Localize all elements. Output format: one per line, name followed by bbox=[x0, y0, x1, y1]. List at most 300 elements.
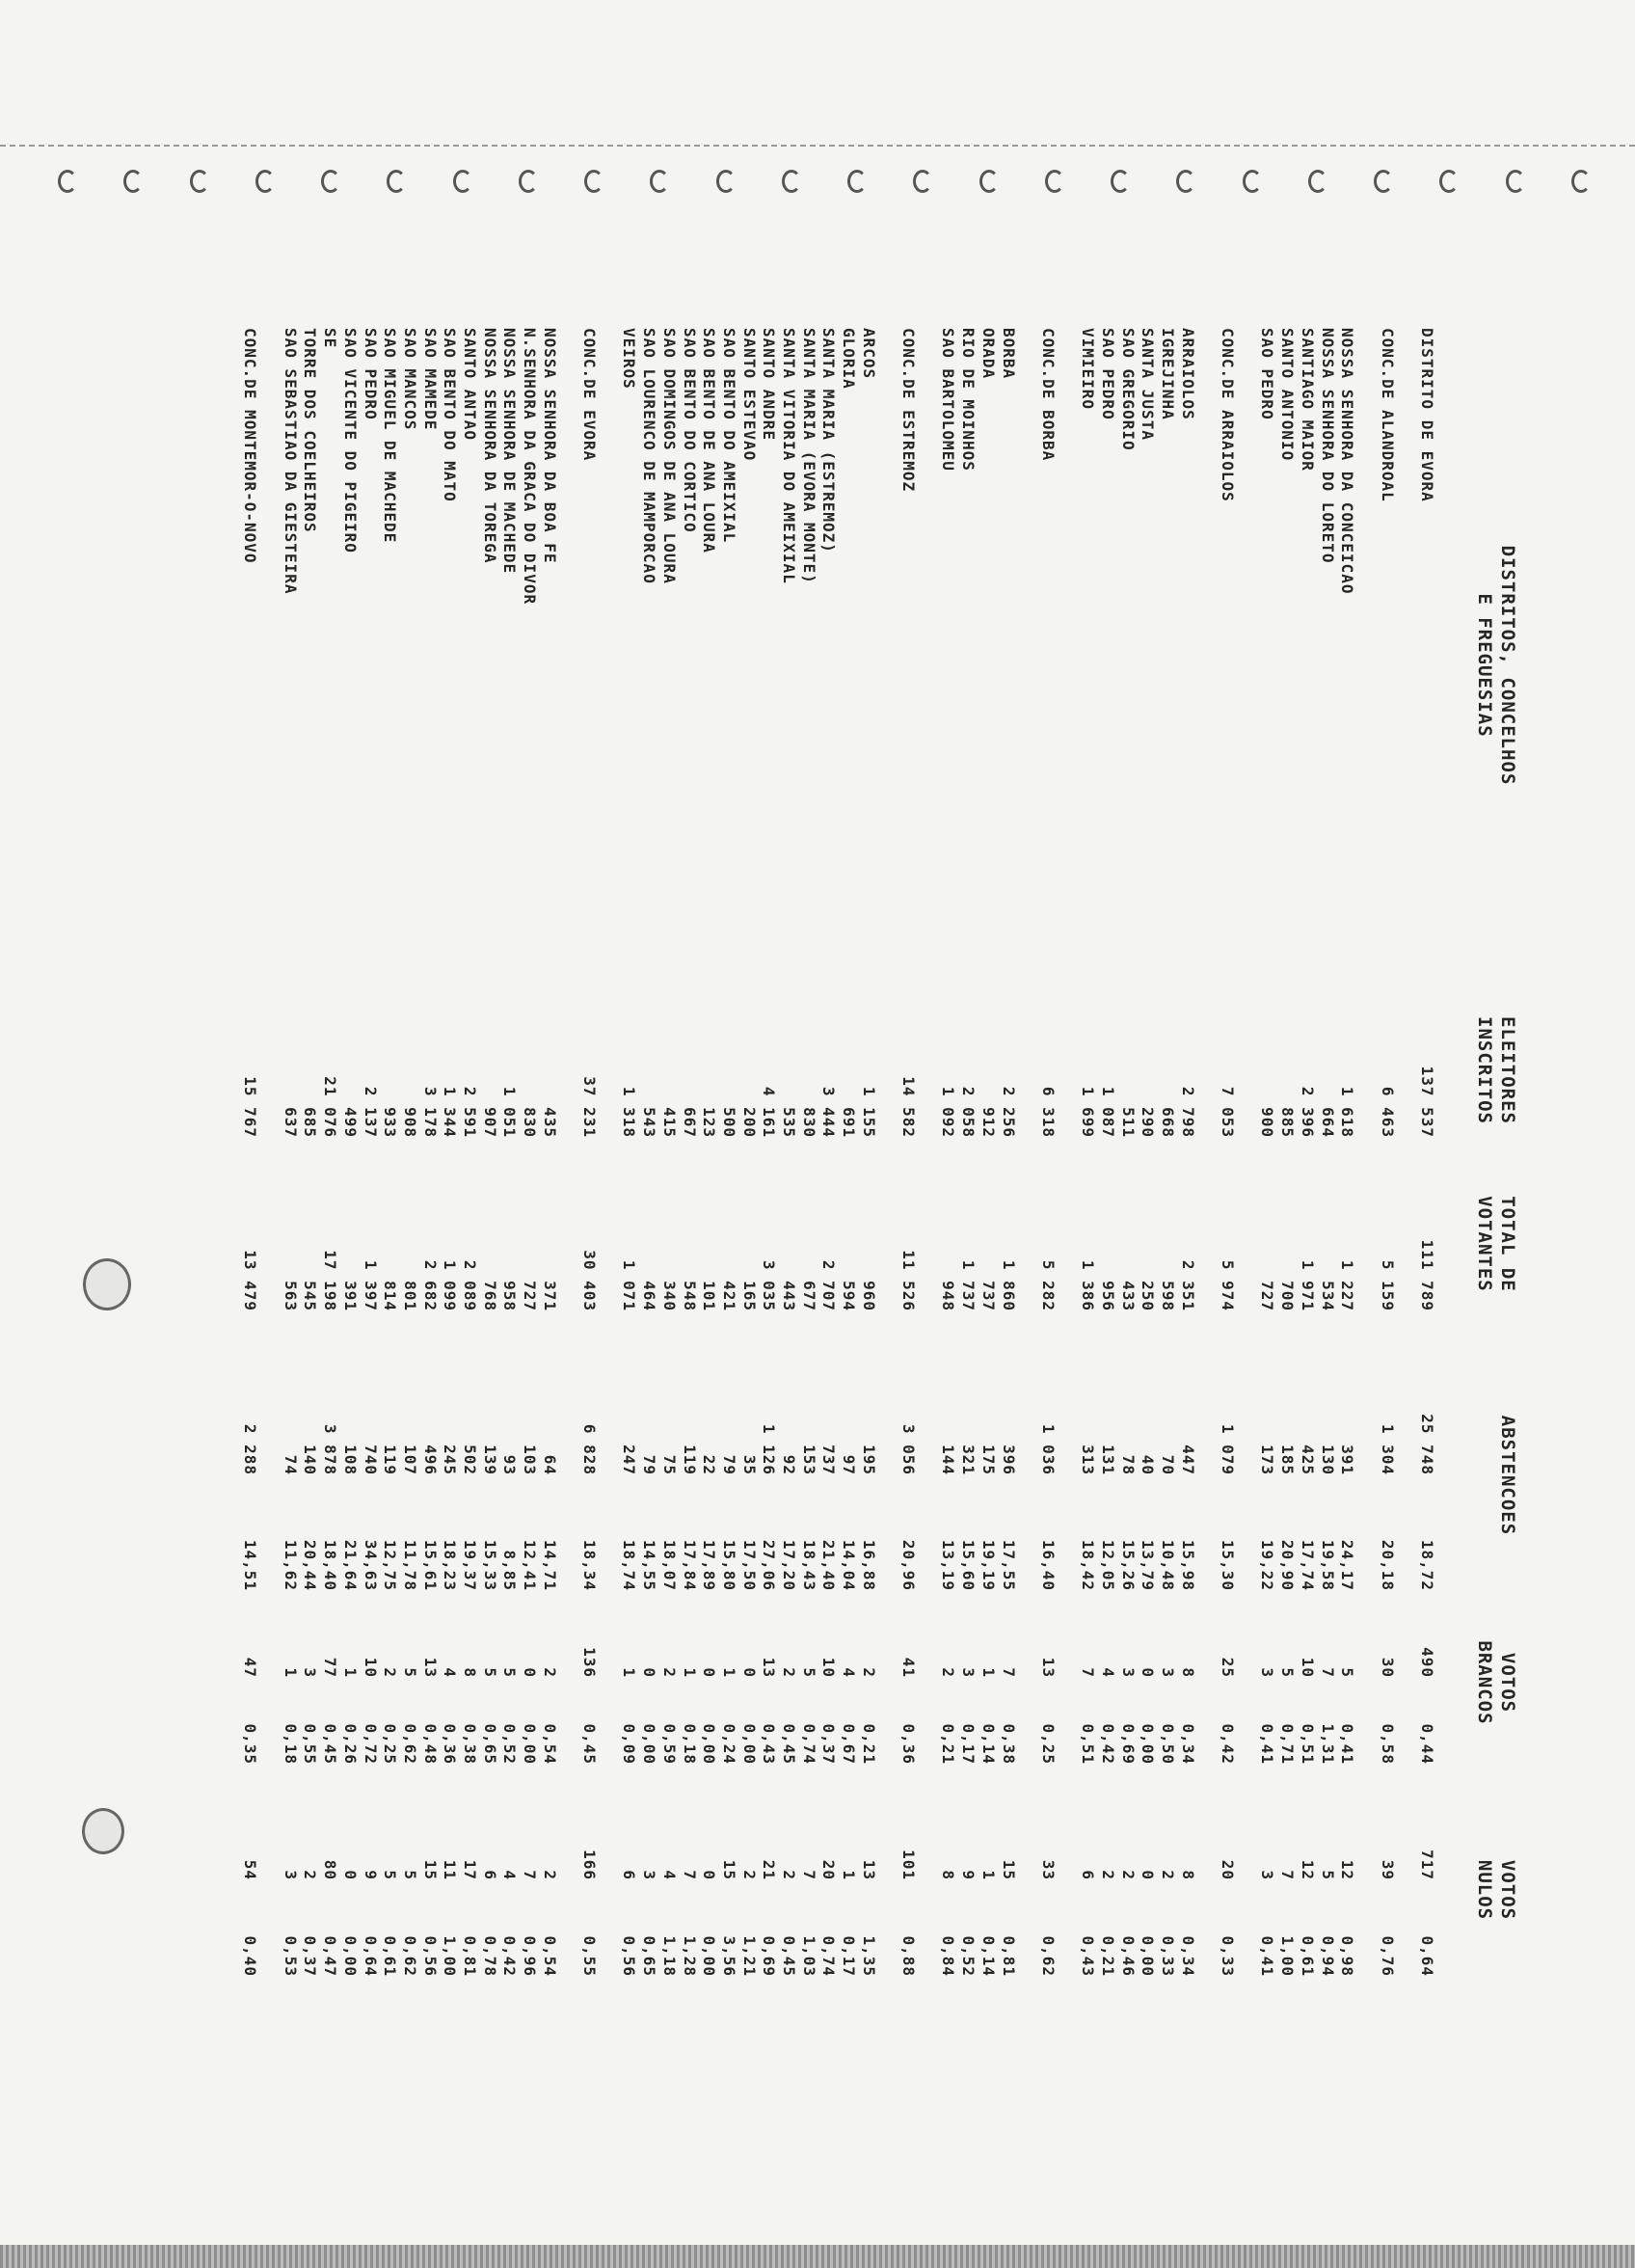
cell-name: SANTO ANDRE bbox=[760, 328, 779, 441]
cell-votantes: 340 bbox=[659, 1281, 679, 1311]
cell-nulos: 0 bbox=[700, 1870, 719, 1880]
feed-hole bbox=[1176, 170, 1195, 193]
cell-eleitores: 1 318 bbox=[620, 1086, 639, 1138]
cell-name: GLORIA bbox=[840, 328, 859, 390]
cell-eleitores: 435 bbox=[540, 1107, 559, 1138]
cell-nulos-pct: 0,46 bbox=[1118, 1935, 1138, 1977]
cell-nulos-pct: 0,81 bbox=[999, 1935, 1018, 1977]
table-row bbox=[1416, 318, 1436, 2102]
header-votantes: TOTAL DE VOTANTES bbox=[1474, 1196, 1518, 1292]
cell-nulos-pct: 0,14 bbox=[978, 1935, 998, 1977]
cell-eleitores: 2 058 bbox=[959, 1086, 978, 1138]
table-row bbox=[1337, 318, 1357, 2102]
cell-abstencoes: 25 748 bbox=[1418, 1414, 1436, 1475]
cell-nulos: 15 bbox=[999, 1859, 1018, 1880]
table-row bbox=[339, 318, 360, 2102]
cell-abstencoes-pct: 14,55 bbox=[640, 1539, 659, 1591]
feed-hole bbox=[1506, 170, 1525, 193]
cell-nulos-pct: 0,96 bbox=[521, 1935, 540, 1977]
cell-name: SANTA JUSTA bbox=[1139, 328, 1158, 441]
feed-hole bbox=[1571, 170, 1591, 193]
cell-abstencoes-pct: 18,23 bbox=[441, 1539, 460, 1591]
feed-hole bbox=[979, 170, 999, 193]
table-row bbox=[519, 318, 539, 2102]
cell-abstencoes: 740 bbox=[361, 1444, 380, 1475]
cell-brancos: 10 bbox=[1298, 1657, 1317, 1678]
feed-hole bbox=[321, 170, 340, 193]
cell-brancos-pct: 0,21 bbox=[939, 1723, 958, 1765]
cell-abstencoes: 1 126 bbox=[760, 1423, 779, 1475]
cell-nulos-pct: 0,33 bbox=[1219, 1935, 1238, 1977]
cell-nulos-pct: 0,56 bbox=[420, 1935, 440, 1977]
cell-nulos-pct: 0,21 bbox=[1099, 1935, 1117, 1977]
cell-abstencoes: 130 bbox=[1318, 1444, 1337, 1475]
table-body bbox=[240, 318, 1436, 2102]
results-table bbox=[87, 318, 1533, 2102]
cell-nulos: 33 bbox=[1038, 1859, 1058, 1880]
cell-abstencoes-pct: 18,74 bbox=[620, 1539, 639, 1591]
cell-abstencoes-pct: 21,40 bbox=[819, 1539, 839, 1591]
cell-abstencoes-pct: 24,17 bbox=[1338, 1539, 1357, 1591]
cell-abstencoes-pct: 20,96 bbox=[899, 1539, 919, 1591]
cell-abstencoes: 64 bbox=[540, 1454, 559, 1475]
cell-brancos-pct: 0,71 bbox=[1278, 1723, 1298, 1765]
header-nulos: VOTOS NULOS bbox=[1474, 1859, 1518, 1921]
cell-votantes: 17 198 bbox=[321, 1250, 340, 1311]
cell-abstencoes-pct: 15,80 bbox=[719, 1539, 738, 1591]
cell-name: SAO LOURENCO DE MAMPORCAO bbox=[640, 328, 659, 584]
cell-nulos: 5 bbox=[1318, 1870, 1337, 1880]
table-row bbox=[1377, 318, 1397, 2102]
cell-abstencoes: 92 bbox=[780, 1454, 798, 1475]
cell-nulos: 2 bbox=[1118, 1870, 1138, 1880]
cell-brancos-pct: 0,67 bbox=[840, 1723, 859, 1765]
cell-nulos: 4 bbox=[659, 1870, 679, 1880]
cell-eleitores: 933 bbox=[381, 1107, 400, 1138]
cell-eleitores: 668 bbox=[1159, 1107, 1178, 1138]
cell-eleitores: 908 bbox=[400, 1107, 419, 1138]
cell-name: SAO BARTOLOMEU bbox=[939, 328, 958, 472]
cell-nulos: 15 bbox=[719, 1859, 738, 1880]
cell-eleitores: 6 318 bbox=[1038, 1086, 1058, 1138]
cell-eleitores: 4 161 bbox=[760, 1086, 779, 1138]
cell-nulos: 8 bbox=[1178, 1870, 1197, 1880]
cell-eleitores: 14 582 bbox=[899, 1076, 919, 1138]
cell-votantes: 545 bbox=[301, 1281, 320, 1311]
cell-name: CONC.DE ARRAIOLOS bbox=[1219, 328, 1238, 502]
cell-abstencoes: 175 bbox=[978, 1444, 998, 1475]
cell-nulos: 7 bbox=[680, 1870, 699, 1880]
cell-abstencoes: 195 bbox=[859, 1444, 878, 1475]
cell-eleitores: 500 bbox=[719, 1107, 738, 1138]
cell-votantes: 563 bbox=[281, 1281, 300, 1311]
cell-abstencoes: 1 304 bbox=[1378, 1423, 1397, 1475]
cell-eleitores: 499 bbox=[340, 1107, 360, 1138]
cell-nulos: 6 bbox=[480, 1870, 499, 1880]
cell-eleitores: 200 bbox=[739, 1107, 759, 1138]
cell-nulos: 5 bbox=[381, 1870, 400, 1880]
cell-eleitores: 2 798 bbox=[1178, 1086, 1197, 1138]
cell-brancos: 0 bbox=[700, 1667, 719, 1678]
cell-abstencoes: 70 bbox=[1159, 1454, 1178, 1475]
cell-name: ARCOS bbox=[859, 328, 878, 380]
cell-brancos: 5 bbox=[1278, 1667, 1298, 1678]
cell-eleitores: 123 bbox=[700, 1107, 719, 1138]
cell-abstencoes: 35 bbox=[739, 1454, 759, 1475]
cell-nulos-pct: 1,21 bbox=[739, 1935, 759, 1977]
cell-eleitores: 685 bbox=[301, 1107, 320, 1138]
cell-abstencoes: 108 bbox=[340, 1444, 360, 1475]
cell-name: SE bbox=[321, 328, 340, 349]
cell-abstencoes-pct: 17,84 bbox=[680, 1539, 699, 1591]
cell-nulos: 9 bbox=[959, 1870, 978, 1880]
cell-nulos-pct: 0,34 bbox=[1178, 1935, 1197, 1977]
cell-abstencoes: 74 bbox=[281, 1454, 300, 1475]
cell-eleitores: 2 591 bbox=[461, 1086, 479, 1138]
cell-brancos-pct: 0,00 bbox=[521, 1723, 540, 1765]
cell-votantes: 433 bbox=[1118, 1281, 1138, 1311]
feed-hole bbox=[913, 170, 932, 193]
cell-name: VEIROS bbox=[620, 328, 639, 390]
row-spacer bbox=[918, 318, 938, 2102]
cell-nulos: 166 bbox=[580, 1850, 600, 1880]
table-row bbox=[1177, 318, 1197, 2102]
cell-brancos: 8 bbox=[1178, 1667, 1197, 1678]
cell-votantes: 594 bbox=[840, 1281, 859, 1311]
table-row bbox=[499, 318, 520, 2102]
table-row bbox=[1037, 318, 1058, 2102]
cell-abstencoes-pct: 19,58 bbox=[1318, 1539, 1337, 1591]
cell-abstencoes: 313 bbox=[1079, 1444, 1098, 1475]
cell-brancos-pct: 0,48 bbox=[420, 1723, 440, 1765]
cell-nulos-pct: 0,37 bbox=[301, 1935, 320, 1977]
cell-nulos: 17 bbox=[461, 1859, 479, 1880]
cell-nulos-pct: 0,33 bbox=[1159, 1935, 1178, 1977]
cell-name: CONC.DE EVORA bbox=[580, 328, 600, 462]
cell-eleitores: 1 155 bbox=[859, 1086, 878, 1138]
cell-votantes: 1 386 bbox=[1079, 1259, 1098, 1311]
cell-abstencoes-pct: 16,88 bbox=[859, 1539, 878, 1591]
cell-votantes: 13 479 bbox=[241, 1250, 260, 1311]
table-row bbox=[679, 318, 699, 2102]
table-row bbox=[619, 318, 639, 2102]
cell-eleitores: 415 bbox=[659, 1107, 679, 1138]
cell-abstencoes: 6 828 bbox=[580, 1423, 600, 1475]
cell-abstencoes: 131 bbox=[1099, 1444, 1117, 1475]
cell-abstencoes-pct: 12,41 bbox=[521, 1539, 540, 1591]
cell-name: SAO VICENTE DO PIGEIRO bbox=[340, 328, 360, 554]
cell-brancos-pct: 0,21 bbox=[859, 1723, 878, 1765]
cell-nulos-pct: 0,42 bbox=[500, 1935, 520, 1977]
table-row bbox=[718, 318, 738, 2102]
cell-abstencoes: 119 bbox=[381, 1444, 400, 1475]
table-row bbox=[898, 318, 918, 2102]
cell-eleitores: 664 bbox=[1318, 1107, 1337, 1138]
cell-abstencoes-pct: 19,37 bbox=[461, 1539, 479, 1591]
table-row bbox=[1097, 318, 1117, 2102]
cell-abstencoes: 78 bbox=[1118, 1454, 1138, 1475]
cell-brancos: 1 bbox=[680, 1667, 699, 1678]
cell-abstencoes: 3 056 bbox=[899, 1423, 919, 1475]
cell-brancos-pct: 0,42 bbox=[1219, 1723, 1238, 1765]
header-brancos: VOTOS BRANCOS bbox=[1474, 1640, 1518, 1725]
table-row bbox=[1297, 318, 1317, 2102]
cell-abstencoes-pct: 20,18 bbox=[1378, 1539, 1397, 1591]
cell-name: CONC.DE BORBA bbox=[1038, 328, 1058, 462]
cell-abstencoes-pct: 16,40 bbox=[1038, 1539, 1058, 1591]
cell-votantes: 1 099 bbox=[441, 1259, 460, 1311]
cell-abstencoes: 97 bbox=[840, 1454, 859, 1475]
cell-brancos: 1 bbox=[620, 1667, 639, 1678]
table-row bbox=[419, 318, 440, 2102]
cell-eleitores: 1 051 bbox=[500, 1086, 520, 1138]
cell-votantes: 2 089 bbox=[461, 1259, 479, 1311]
table-row bbox=[1277, 318, 1298, 2102]
cell-eleitores: 900 bbox=[1258, 1107, 1277, 1138]
feed-hole bbox=[650, 170, 669, 193]
feed-hole bbox=[1045, 170, 1064, 193]
row-spacer bbox=[559, 318, 579, 2102]
cell-name: ORADA bbox=[978, 328, 998, 380]
table-row bbox=[1317, 318, 1337, 2102]
table-row bbox=[738, 318, 759, 2102]
cell-nulos-pct: 0,76 bbox=[1378, 1935, 1397, 1977]
feed-hole bbox=[782, 170, 801, 193]
cell-nulos-pct: 3,56 bbox=[719, 1935, 738, 1977]
cell-nulos-pct: 0,74 bbox=[819, 1935, 839, 1977]
cell-nulos: 9 bbox=[361, 1870, 380, 1880]
cell-abstencoes-pct: 15,26 bbox=[1118, 1539, 1138, 1591]
cell-nulos-pct: 0,40 bbox=[241, 1935, 260, 1977]
cell-abstencoes: 737 bbox=[819, 1444, 839, 1475]
cell-abstencoes-pct: 12,75 bbox=[381, 1539, 400, 1591]
cell-brancos-pct: 0,14 bbox=[978, 1723, 998, 1765]
cell-brancos: 7 bbox=[1079, 1667, 1098, 1678]
feed-hole bbox=[1243, 170, 1262, 193]
cell-eleitores: 1 092 bbox=[939, 1086, 958, 1138]
cell-nulos: 2 bbox=[1099, 1870, 1117, 1880]
cell-abstencoes: 1 036 bbox=[1038, 1423, 1058, 1475]
cell-nulos-pct: 0,62 bbox=[1038, 1935, 1058, 1977]
cell-abstencoes-pct: 17,55 bbox=[999, 1539, 1018, 1591]
cell-brancos-pct: 0,43 bbox=[760, 1723, 779, 1765]
cell-votantes: 1 971 bbox=[1298, 1259, 1317, 1311]
cell-brancos: 4 bbox=[840, 1667, 859, 1678]
cell-eleitores: 535 bbox=[780, 1107, 798, 1138]
cell-votantes: 768 bbox=[480, 1281, 499, 1311]
cell-votantes: 548 bbox=[680, 1281, 699, 1311]
table-row bbox=[240, 318, 260, 2102]
cell-brancos: 4 bbox=[441, 1667, 460, 1678]
cell-abstencoes-pct: 17,50 bbox=[739, 1539, 759, 1591]
cell-abstencoes-pct: 15,33 bbox=[480, 1539, 499, 1591]
cell-votantes: 2 682 bbox=[420, 1259, 440, 1311]
cell-votantes: 3 035 bbox=[760, 1259, 779, 1311]
cell-nulos-pct: 0,45 bbox=[780, 1935, 798, 1977]
cell-votantes: 5 159 bbox=[1378, 1259, 1397, 1311]
cell-name: SAO PEDRO bbox=[361, 328, 380, 420]
cell-nulos: 20 bbox=[819, 1859, 839, 1880]
row-spacer bbox=[1237, 318, 1257, 2102]
cell-brancos: 7 bbox=[999, 1667, 1018, 1678]
cell-votantes: 700 bbox=[1278, 1281, 1298, 1311]
cell-name: SAO MIGUEL DE MACHEDE bbox=[381, 328, 400, 544]
cell-brancos: 5 bbox=[500, 1667, 520, 1678]
cell-name: IGREJINHA bbox=[1159, 328, 1178, 420]
cell-abstencoes: 425 bbox=[1298, 1444, 1317, 1475]
header-name: DISTRITOS, CONCELHOS E FREGUESIAS bbox=[1474, 545, 1518, 786]
cell-brancos: 0 bbox=[1139, 1667, 1158, 1678]
row-spacer bbox=[1058, 318, 1078, 2102]
cell-abstencoes: 79 bbox=[719, 1454, 738, 1475]
cell-eleitores: 1 087 bbox=[1099, 1086, 1117, 1138]
cell-votantes: 165 bbox=[739, 1281, 759, 1311]
cell-votantes: 958 bbox=[500, 1281, 520, 1311]
cell-abstencoes-pct: 17,20 bbox=[780, 1539, 798, 1591]
cell-brancos: 10 bbox=[819, 1657, 839, 1678]
cell-brancos-pct: 0,62 bbox=[400, 1723, 419, 1765]
cell-abstencoes-pct: 15,30 bbox=[1219, 1539, 1238, 1591]
cell-votantes: 1 397 bbox=[361, 1259, 380, 1311]
table-row bbox=[818, 318, 839, 2102]
cell-name: SAO BENTO DO MATO bbox=[441, 328, 460, 502]
feed-hole bbox=[58, 170, 77, 193]
cell-abstencoes: 391 bbox=[1338, 1444, 1357, 1475]
cell-votantes: 2 351 bbox=[1178, 1259, 1197, 1311]
cell-votantes: 677 bbox=[799, 1281, 818, 1311]
cell-abstencoes: 107 bbox=[400, 1444, 419, 1475]
feed-hole bbox=[519, 170, 538, 193]
row-spacer bbox=[1197, 318, 1218, 2102]
cell-abstencoes-pct: 27,06 bbox=[760, 1539, 779, 1591]
cell-brancos: 47 bbox=[241, 1657, 260, 1678]
cell-name: CONC.DE MONTEMOR-O-NOVO bbox=[241, 328, 260, 564]
cell-nulos: 7 bbox=[521, 1870, 540, 1880]
table-row bbox=[479, 318, 499, 2102]
cell-abstencoes: 173 bbox=[1258, 1444, 1277, 1475]
cell-eleitores: 3 178 bbox=[420, 1086, 440, 1138]
cell-nulos: 39 bbox=[1378, 1859, 1397, 1880]
cell-name: SANTO ESTEVAO bbox=[739, 328, 759, 462]
cell-name: NOSSA SENHORA DA TOREGA bbox=[480, 328, 499, 564]
cell-brancos: 2 bbox=[939, 1667, 958, 1678]
cell-brancos: 30 bbox=[1378, 1657, 1397, 1678]
cell-brancos: 1 bbox=[719, 1667, 738, 1678]
cell-brancos-pct: 0,17 bbox=[959, 1723, 978, 1765]
cell-brancos-pct: 0,74 bbox=[799, 1723, 818, 1765]
cell-brancos: 1 bbox=[978, 1667, 998, 1678]
cell-brancos: 0 bbox=[739, 1667, 759, 1678]
cell-votantes: 960 bbox=[859, 1281, 878, 1311]
cell-name: NOSSA SENHORA DO LORETO bbox=[1318, 328, 1337, 564]
cell-name: VIMIEIRO bbox=[1079, 328, 1098, 411]
table-row bbox=[300, 318, 320, 2102]
cell-eleitores: 15 767 bbox=[241, 1076, 260, 1138]
table-row bbox=[320, 318, 340, 2102]
cell-votantes: 2 707 bbox=[819, 1259, 839, 1311]
cell-nulos-pct: 1,18 bbox=[659, 1935, 679, 1977]
cell-nulos-pct: 0,00 bbox=[1139, 1935, 1158, 1977]
cell-abstencoes-pct: 17,74 bbox=[1298, 1539, 1317, 1591]
cell-eleitores: 1 618 bbox=[1338, 1086, 1357, 1138]
cell-nulos: 2 bbox=[540, 1870, 559, 1880]
cell-eleitores: 21 076 bbox=[321, 1076, 340, 1138]
cell-abstencoes: 496 bbox=[420, 1444, 440, 1475]
table-row bbox=[578, 318, 599, 2102]
cell-nulos-pct: 0,64 bbox=[361, 1935, 380, 1977]
feed-hole bbox=[1374, 170, 1393, 193]
cell-brancos: 3 bbox=[301, 1667, 320, 1678]
cell-votantes: 801 bbox=[400, 1281, 419, 1311]
cell-name: SAO PEDRO bbox=[1099, 328, 1117, 420]
cell-nulos: 0 bbox=[1139, 1870, 1158, 1880]
cell-nulos: 54 bbox=[241, 1859, 260, 1880]
cell-abstencoes: 185 bbox=[1278, 1444, 1298, 1475]
cell-brancos-pct: 0,00 bbox=[640, 1723, 659, 1765]
cell-brancos: 5 bbox=[799, 1667, 818, 1678]
cell-name: BORBA bbox=[999, 328, 1018, 380]
table-row bbox=[938, 318, 958, 2102]
cell-name: RIO DE MOINHOS bbox=[959, 328, 978, 472]
cell-nulos-pct: 0,61 bbox=[1298, 1935, 1317, 1977]
cell-votantes: 443 bbox=[780, 1281, 798, 1311]
cell-eleitores: 2 137 bbox=[361, 1086, 380, 1138]
cell-eleitores: 637 bbox=[281, 1107, 300, 1138]
cell-brancos: 2 bbox=[780, 1667, 798, 1678]
cell-abstencoes: 103 bbox=[521, 1444, 540, 1475]
cell-nulos-pct: 0,54 bbox=[540, 1935, 559, 1977]
row-spacer bbox=[259, 318, 280, 2102]
cell-nulos-pct: 1,28 bbox=[680, 1935, 699, 1977]
cell-abstencoes: 447 bbox=[1178, 1444, 1197, 1475]
cell-votantes: 421 bbox=[719, 1281, 738, 1311]
cell-nulos-pct: 1,00 bbox=[1278, 1935, 1298, 1977]
table-row bbox=[380, 318, 400, 2102]
cell-brancos: 5 bbox=[1338, 1667, 1357, 1678]
cell-name: SAO MAMEDE bbox=[420, 328, 440, 431]
cell-name: N.SENHORA DA GRACA DO DIVOR bbox=[521, 328, 540, 606]
cell-name: NOSSA SENHORA DE MACHEDE bbox=[500, 328, 520, 575]
cell-name: NOSSA SENHORA DA BOA FE bbox=[540, 328, 559, 564]
cell-votantes: 1 227 bbox=[1338, 1259, 1357, 1311]
table-header bbox=[1427, 318, 1533, 2102]
scan-edge bbox=[0, 2245, 1635, 2268]
cell-votantes: 5 974 bbox=[1219, 1259, 1238, 1311]
cell-nulos: 11 bbox=[441, 1859, 460, 1880]
cell-nulos-pct: 0,52 bbox=[959, 1935, 978, 1977]
cell-name: SANTO ANTONIO bbox=[1278, 328, 1298, 462]
cell-brancos-pct: 0,34 bbox=[1178, 1723, 1197, 1765]
cell-brancos: 4 bbox=[1099, 1667, 1117, 1678]
cell-nulos-pct: 0,84 bbox=[939, 1935, 958, 1977]
cell-abstencoes-pct: 18,43 bbox=[799, 1539, 818, 1591]
cell-nulos: 6 bbox=[1079, 1870, 1098, 1880]
cell-brancos: 13 bbox=[760, 1657, 779, 1678]
cell-name: CONC.DE ESTREMOZ bbox=[899, 328, 919, 493]
cell-votantes: 534 bbox=[1318, 1281, 1337, 1311]
cell-nulos-pct: 0,98 bbox=[1338, 1935, 1357, 1977]
row-spacer bbox=[1018, 318, 1038, 2102]
table-row bbox=[778, 318, 798, 2102]
cell-brancos: 3 bbox=[959, 1667, 978, 1678]
cell-brancos: 1 bbox=[281, 1667, 300, 1678]
cell-nulos-pct: 0,61 bbox=[381, 1935, 400, 1977]
cell-brancos-pct: 0,25 bbox=[381, 1723, 400, 1765]
cell-brancos-pct: 0,00 bbox=[1139, 1723, 1158, 1765]
cell-abstencoes-pct: 18,40 bbox=[321, 1539, 340, 1591]
cell-eleitores: 885 bbox=[1278, 1107, 1298, 1138]
cell-brancos-pct: 0,44 bbox=[1418, 1723, 1436, 1765]
